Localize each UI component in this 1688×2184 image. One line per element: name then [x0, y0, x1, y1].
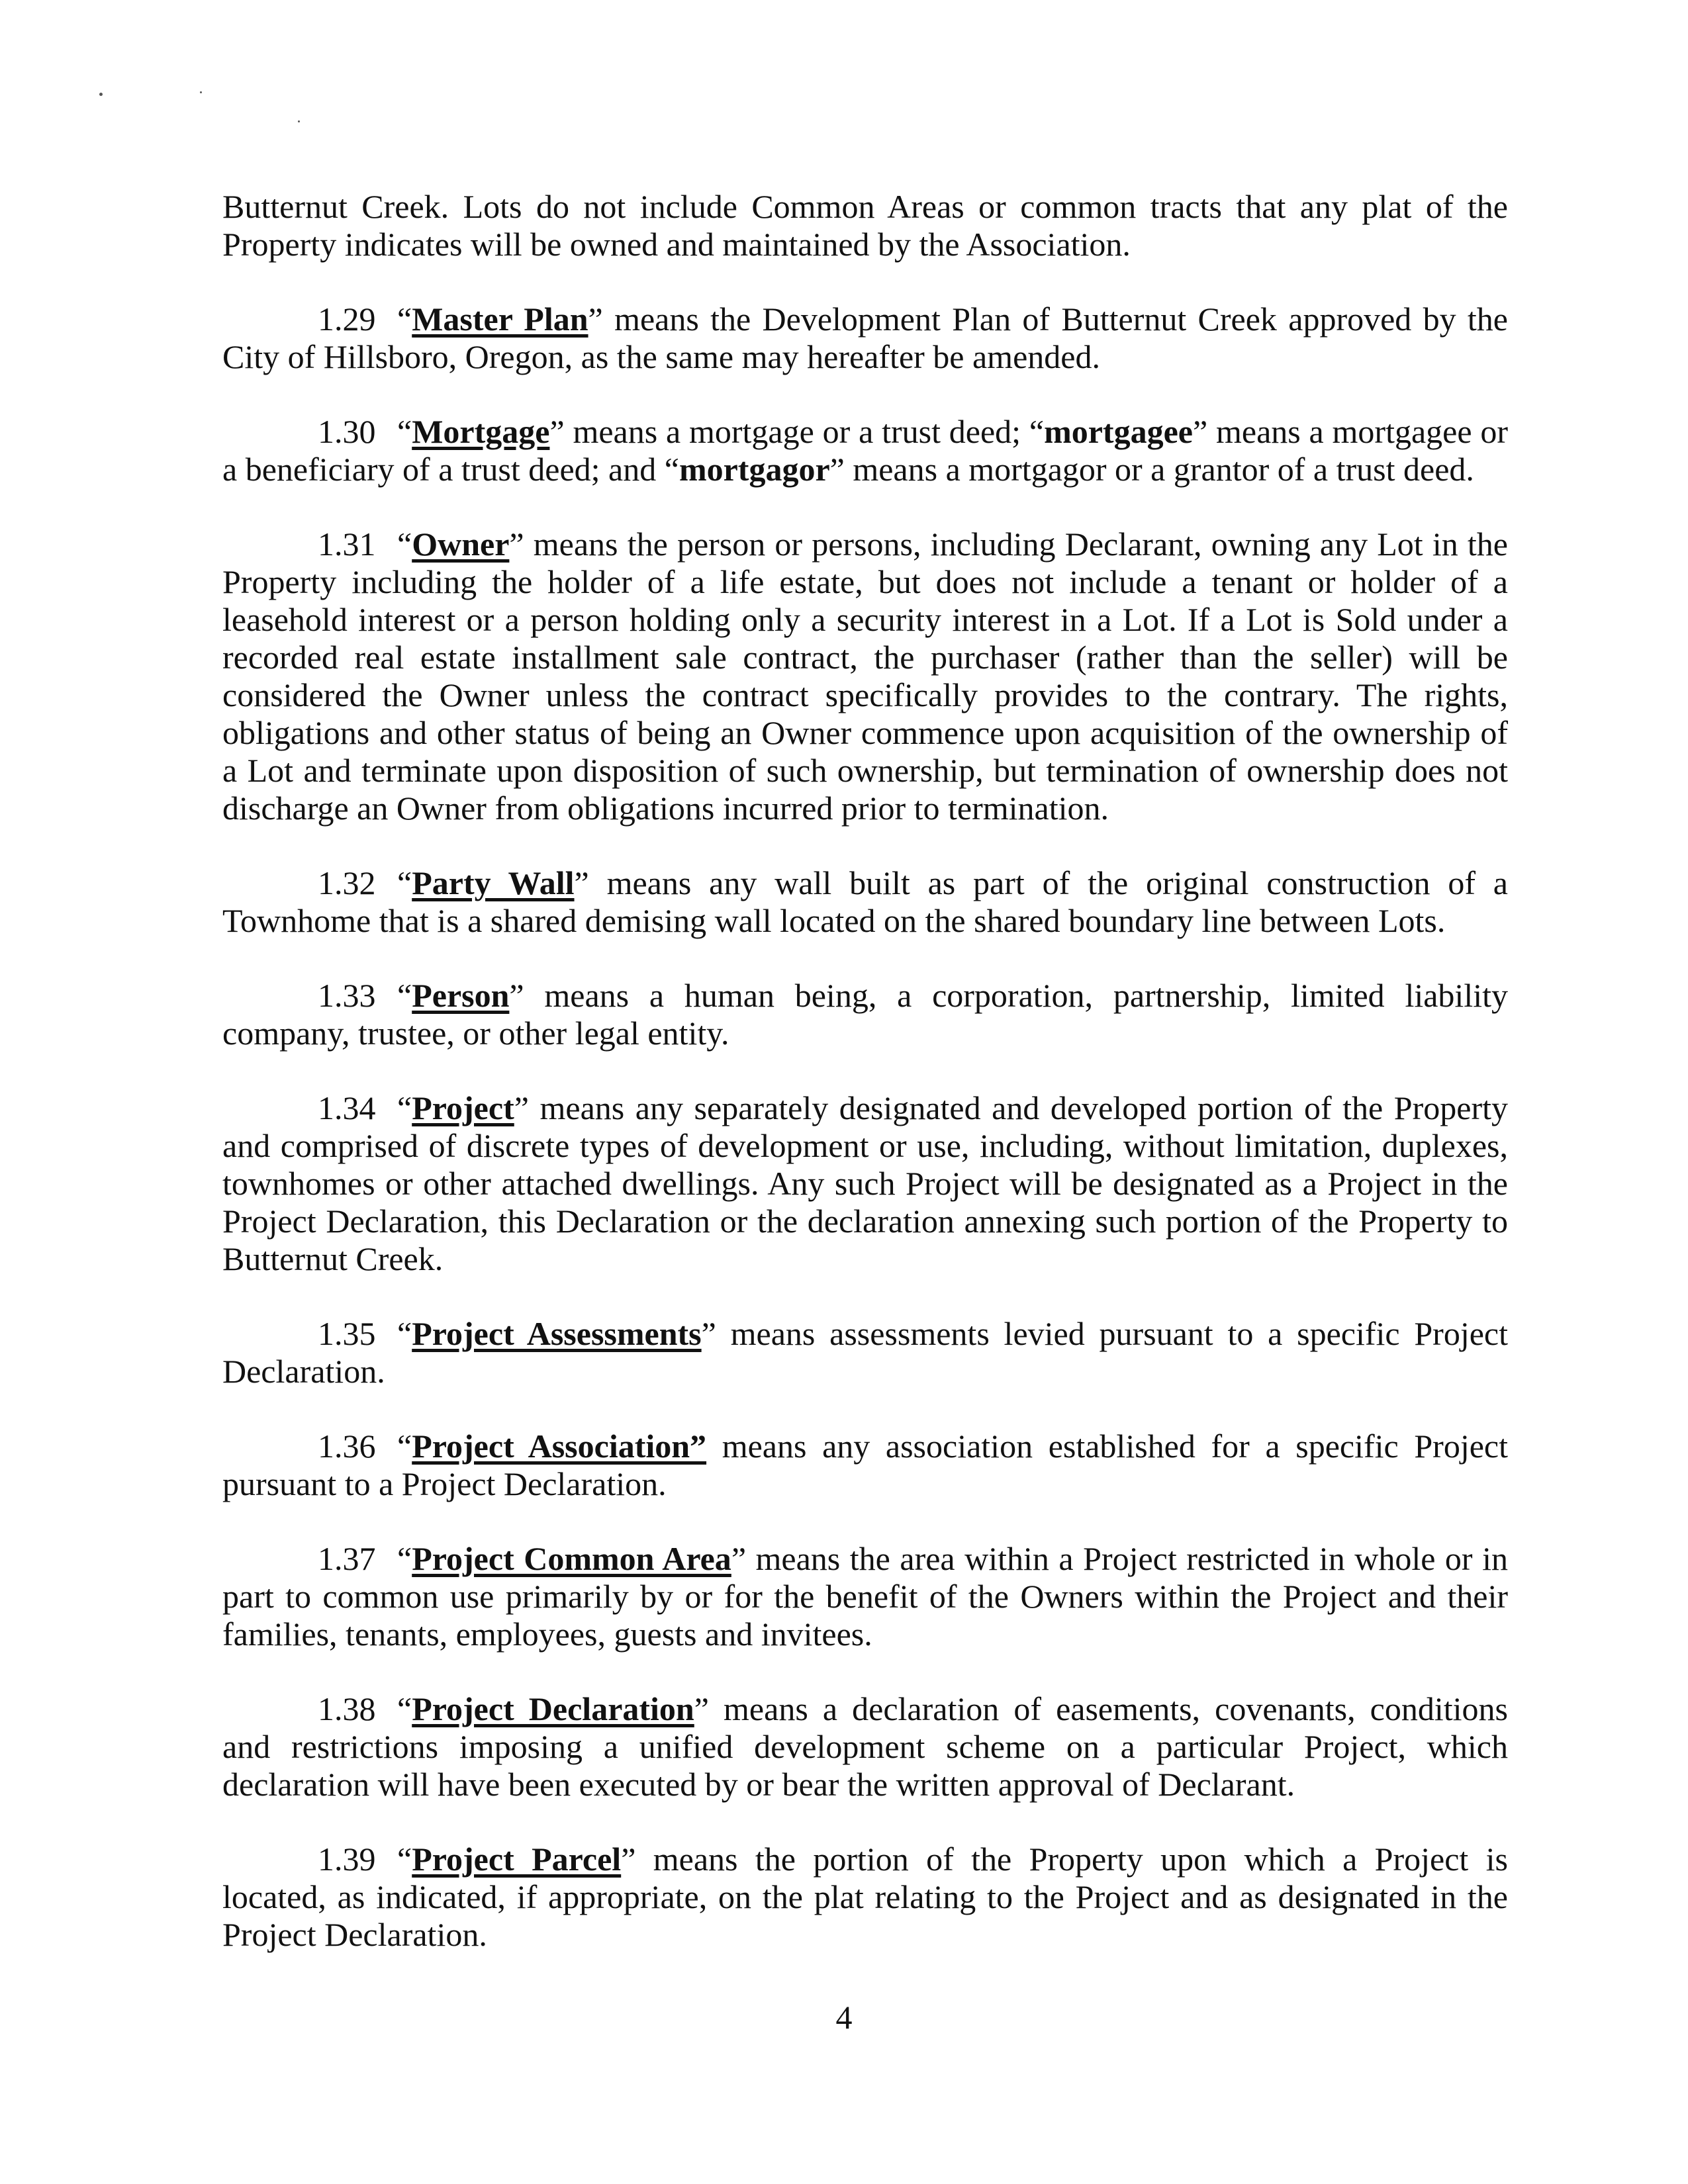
defined-term: Master Plan [412, 300, 588, 338]
continuation-paragraph: Butternut Creek. Lots do not include Common Areas or common tracts that any plat of the Property indicates will be owned and maintained by the Association. [222, 188, 1508, 263]
defined-term: Project Parcel [412, 1841, 622, 1878]
section-number: 1.30 [318, 413, 376, 450]
definition-text: means a declaration of easements, covenants, conditions and restrictions imposing a unified development scheme on a particular Project, which declaration will have been executed by or bear the written approval of Declarant. [222, 1690, 1508, 1803]
definition-text: means assessments levied pursuant to a specific Project Declaration. [222, 1315, 1508, 1390]
definition-text: means the portion of the Property upon which a Project is located, as indicated, if appropriate, on the plat relating to the Project and as designated in the Project Declaration. [222, 1841, 1508, 1953]
definition-1-32: 1.32 “Party Wall” means any wall built as part of the original construction of a Townhome that is a shared demising wall located on the shared boundary line between Lots. [222, 864, 1508, 939]
definition-1-31: 1.31 “Owner” means the person or persons, including Declarant, owning any Lot in the Property including the holder of a life estate, but does not include a tenant or holder of a leasehold interest or a person holding only a security interest in a Lot. If a Lot is Sold under a recorded real estate installment sale contract, the purchaser (rather than the seller) will be considered the Owner unless the contract specifically provides to the contrary. The rights, obligations and other status of being an Owner commence upon acquisition of the ownership of a Lot and terminate upon disposition of such ownership, but termination of ownership does not discharge an Owner from obligations incurred prior to termination. [222, 525, 1508, 827]
definition-1-30: 1.30 “Mortgage” means a mortgage or a trust deed; “mortgagee” means a mortgagee or a beneficiary of a trust deed; and “mortgagor” means a mortgagor or a grantor of a trust deed. [222, 413, 1509, 488]
section-number: 1.33 [318, 977, 376, 1014]
definition-1-29: 1.29 “Master Plan” means the Development Plan of Butternut Creek approved by the City of Hillsboro, Oregon, as the same may hereafter be amended. [222, 300, 1508, 375]
definition-1-39: 1.39 “Project Parcel” means the portion of the Property upon which a Project is located, as indicated, if appropriate, on the plat relating to the Project and as designated in the Project Declaration. [222, 1841, 1508, 1953]
defined-term: Project Common Area [412, 1540, 731, 1577]
page-number: 4 [835, 1999, 853, 2036]
section-number: 1.34 [318, 1089, 376, 1126]
section-number: 1.31 [318, 525, 376, 563]
scan-speck [200, 91, 202, 93]
definition-1-38: 1.38 “Project Declaration” means a declaration of easements, covenants, conditions and restrictions imposing a unified development scheme on a particular Project, which declaration will have been executed by or bear the written approval of Declarant. [222, 1690, 1508, 1803]
definition-text: means a human being, a corporation, partnership, limited liability company, trustee, or other legal entity. [222, 977, 1508, 1052]
defined-term: Project [412, 1089, 514, 1126]
bold-term: mortgagor [679, 451, 830, 488]
scan-speck [99, 93, 103, 96]
definition-text: means the person or persons, including Declarant, owning any Lot in the Property including the holder of a life estate, but does not include a tenant or holder of a leasehold interest or a person holding only a security interest in a Lot. If a Lot is Sold under a recorded real estate installment sale contract, the purchaser (rather than the seller) will be considered the Owner unless the contract specifically provides to the contrary. The rights, obligations and other status of being an Owner commence upon acquisition of the ownership of a Lot and terminate upon disposition of such ownership, but termination of ownership does not discharge an Owner from obligations incurred prior to termination. [222, 525, 1508, 827]
defined-term: Project Declaration [412, 1690, 694, 1727]
definition-text: means any separately designated and developed portion of the Property and comprised of discrete types of development or use, including, without limitation, duplexes, townhomes or other attached dwellings. Any such Project will be designated as a Project in the Project Declaration, this Declaration or the declaration annexing such portion of the Property to Butternut Creek. [222, 1089, 1508, 1277]
section-number: 1.36 [318, 1428, 376, 1465]
definition-text: means the Development Plan of Butternut Creek approved by the City of Hillsboro, Oregon, as the same may hereafter be amended. [222, 300, 1508, 375]
bold-term: mortgagee [1044, 413, 1193, 450]
definition-1-35: 1.35 “Project Assessments” means assessments levied pursuant to a specific Project Declaration. [222, 1315, 1508, 1390]
definition-1-37: 1.37 “Project Common Area” means the area within a Project restricted in whole or in part to common use primarily by or for the benefit of the Owners within the Project and their families, tenants, employees, guests and invitees. [222, 1540, 1508, 1653]
definition-1-33: 1.33 “Person” means a human being, a corporation, partnership, limited liability company, trustee, or other legal entity. [222, 977, 1508, 1052]
defined-term: Mortgage [412, 413, 550, 450]
section-number: 1.38 [318, 1690, 376, 1727]
definition-text: means the area within a Project restricted in whole or in part to common use primarily by or for the benefit of the Owners within the Project and their families, tenants, employees, guests and invitees. [222, 1540, 1508, 1653]
scan-speck [298, 120, 300, 122]
section-number: 1.35 [318, 1315, 376, 1352]
section-number: 1.39 [318, 1841, 376, 1878]
section-number: 1.37 [318, 1540, 376, 1577]
definition-text: means any wall built as part of the original construction of a Townhome that is a shared demising wall located on the shared boundary line between Lots. [222, 864, 1508, 939]
definition-text: means any association established for a specific Project pursuant to a Project Declaration. [222, 1428, 1508, 1502]
defined-term: Owner [412, 525, 510, 563]
defined-term: Party Wall [412, 864, 575, 901]
section-number: 1.29 [318, 300, 376, 338]
section-number: 1.32 [318, 864, 376, 901]
defined-term: Project Association” [412, 1428, 707, 1465]
document-body [222, 188, 1508, 1991]
definition-1-36: 1.36 “Project Association” means any association established for a specific Project pursuant to a Project Declaration. [222, 1428, 1508, 1502]
defined-term: Person [412, 977, 510, 1014]
definition-1-34: 1.34 “Project” means any separately designated and developed portion of the Property and comprised of discrete types of development or use, including, without limitation, duplexes, townhomes or other attached dwellings. Any such Project will be designated as a Project in the Project Declaration, this Declaration or the declaration annexing such portion of the Property to Butternut Creek. [222, 1089, 1508, 1277]
defined-term: Project Assessments [412, 1315, 702, 1352]
